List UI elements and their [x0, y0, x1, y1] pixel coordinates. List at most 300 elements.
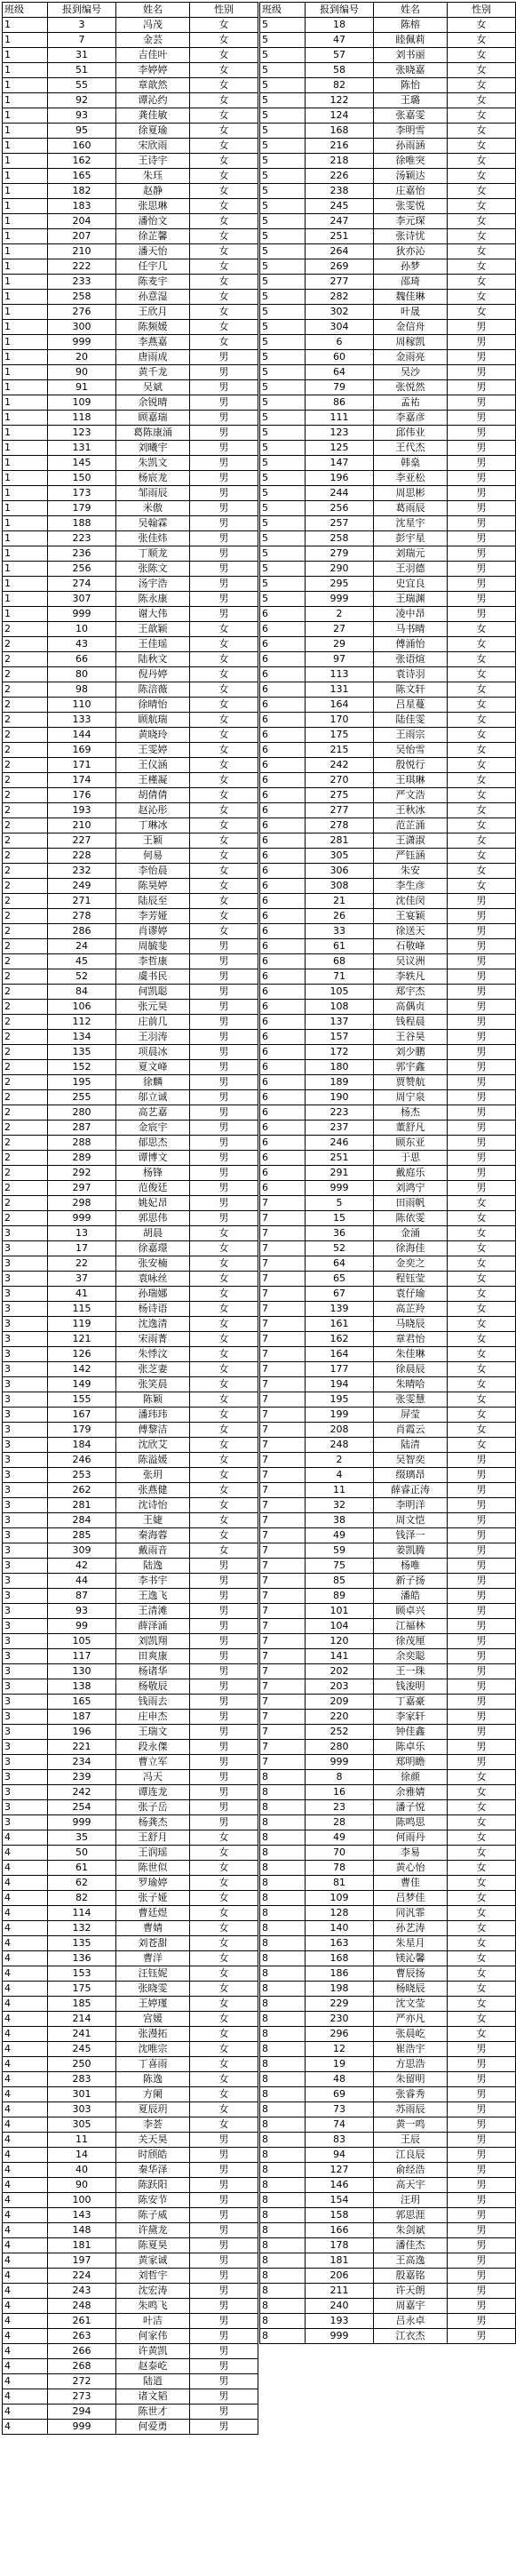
table-row — [260, 1196, 516, 1211]
table-row — [3, 1408, 258, 1423]
cell-gender: 男 — [190, 1695, 258, 1710]
cell-name: 秦华泽 — [116, 2163, 190, 2178]
cell-reg-no: 28 — [306, 1815, 374, 1830]
cell-class: 6 — [260, 879, 306, 894]
cell-name: 张佳炜 — [116, 531, 190, 546]
table-row — [3, 803, 258, 818]
cell-name: 王仪涵 — [116, 758, 190, 773]
cell-reg-no: 68 — [306, 954, 374, 969]
cell-class: 7 — [260, 1725, 306, 1740]
cell-name: 陈鸣思 — [374, 1815, 448, 1830]
cell-reg-no: 111 — [306, 411, 374, 426]
cell-reg-no: 208 — [306, 1423, 374, 1438]
cell-reg-no: 3 — [48, 18, 116, 33]
cell-gender: 女 — [448, 78, 516, 93]
cell-reg-no: 105 — [306, 985, 374, 1000]
cell-name: 何凯聪 — [116, 985, 190, 1000]
cell-gender: 男 — [190, 1574, 258, 1589]
table-row — [260, 2238, 516, 2253]
cell-class: 5 — [260, 244, 306, 259]
table-row — [260, 1619, 516, 1634]
cell-reg-no: 78 — [306, 1861, 374, 1876]
cell-class: 8 — [260, 2072, 306, 2087]
cell-name: 陈文轩 — [374, 682, 448, 698]
cell-class: 5 — [260, 214, 306, 229]
cell-reg-no: 51 — [48, 63, 116, 78]
table-row — [260, 1317, 516, 1332]
cell-gender: 女 — [190, 1272, 258, 1287]
table-row — [3, 78, 258, 93]
cell-name: 张漫拓 — [116, 2027, 190, 2042]
table-row — [260, 2148, 516, 2163]
cell-gender: 男 — [190, 2329, 258, 2344]
cell-class: 6 — [260, 954, 306, 969]
cell-reg-no: 6 — [306, 335, 374, 350]
cell-name: 金信舟 — [374, 320, 448, 335]
cell-name: 张嘉雯 — [374, 108, 448, 124]
cell-name: 虞书民 — [116, 969, 190, 985]
cell-name: 丁琳冰 — [116, 818, 190, 833]
cell-class: 6 — [260, 1030, 306, 1045]
cell-reg-no: 143 — [48, 2208, 116, 2223]
table-row — [3, 1634, 258, 1649]
cell-name: 袁诗羽 — [374, 667, 448, 682]
cell-name: 陈子威 — [116, 2208, 190, 2223]
cell-reg-no: 193 — [48, 803, 116, 818]
cell-reg-no: 123 — [306, 426, 374, 441]
cell-class: 3 — [3, 1800, 48, 1815]
cell-class: 6 — [260, 1000, 306, 1015]
cell-gender: 女 — [190, 2087, 258, 2102]
cell-gender: 男 — [190, 1196, 258, 1211]
cell-name: 汤颖达 — [374, 169, 448, 184]
cell-class: 2 — [3, 924, 48, 939]
cell-name: 王诗宇 — [116, 154, 190, 169]
cell-gender: 女 — [448, 275, 516, 290]
table-row — [3, 471, 258, 486]
table-row — [3, 1574, 258, 1589]
cell-reg-no: 162 — [48, 154, 116, 169]
cell-reg-no: 41 — [48, 1287, 116, 1302]
cell-name: 顾航瑞 — [116, 713, 190, 728]
cell-reg-no: 58 — [306, 63, 374, 78]
table-row — [260, 18, 516, 33]
cell-name: 高芷羚 — [374, 1302, 448, 1317]
cell-name: 金宸宇 — [116, 1121, 190, 1136]
table-row — [260, 1649, 516, 1664]
cell-reg-no: 261 — [48, 2314, 116, 2329]
cell-reg-no: 242 — [306, 758, 374, 773]
cell-class: 5 — [260, 395, 306, 411]
cell-reg-no: 270 — [306, 773, 374, 788]
cell-gender: 女 — [448, 1785, 516, 1800]
cell-name: 金奕之 — [374, 1256, 448, 1272]
cell-name: 范俊廷 — [116, 1181, 190, 1196]
cell-reg-no: 227 — [48, 833, 116, 849]
cell-reg-no: 127 — [306, 2163, 374, 2178]
cell-class: 8 — [260, 2042, 306, 2057]
table-row — [3, 486, 258, 501]
cell-gender: 男 — [448, 607, 516, 622]
table-row — [260, 214, 516, 229]
cell-class: 3 — [3, 1513, 48, 1528]
table-row — [3, 1664, 258, 1679]
cell-class: 5 — [260, 275, 306, 290]
cell-reg-no: 59 — [306, 1543, 374, 1559]
cell-reg-no: 243 — [48, 2284, 116, 2299]
cell-gender: 女 — [190, 803, 258, 818]
cell-class: 2 — [3, 879, 48, 894]
table-row — [260, 380, 516, 395]
cell-class: 3 — [3, 1528, 48, 1543]
cell-reg-no: 999 — [48, 1815, 116, 1830]
cell-name: 杨唯 — [374, 1559, 448, 1574]
cell-reg-no: 155 — [48, 1392, 116, 1408]
cell-class: 8 — [260, 2178, 306, 2193]
cell-gender: 女 — [448, 773, 516, 788]
cell-reg-no: 43 — [48, 637, 116, 652]
cell-name: 陈颖 — [116, 1392, 190, 1408]
cell-class: 7 — [260, 1423, 306, 1438]
cell-name: 刘鸿宁 — [374, 1181, 448, 1196]
cell-class: 5 — [260, 108, 306, 124]
cell-gender: 女 — [448, 728, 516, 743]
table-row — [3, 1589, 258, 1604]
cell-name: 朱鸣飞 — [116, 2299, 190, 2314]
cell-name: 郭思涯 — [374, 2208, 448, 2223]
cell-reg-no: 180 — [306, 1060, 374, 1075]
cell-reg-no: 999 — [306, 592, 374, 607]
cell-class: 1 — [3, 154, 48, 169]
cell-reg-no: 216 — [306, 139, 374, 154]
table-row — [260, 1498, 516, 1513]
cell-gender: 男 — [190, 985, 258, 1000]
table-row — [3, 1362, 258, 1377]
table-row — [3, 290, 258, 305]
cell-class: 5 — [260, 411, 306, 426]
cell-gender: 男 — [190, 1166, 258, 1181]
cell-reg-no: 115 — [48, 1302, 116, 1317]
table-row — [3, 879, 258, 894]
table-row — [3, 1166, 258, 1181]
cell-gender: 女 — [448, 1226, 516, 1241]
cell-gender: 女 — [190, 1982, 258, 1997]
cell-gender: 男 — [448, 1649, 516, 1664]
table-row — [3, 1030, 258, 1045]
table-row — [260, 2299, 516, 2314]
cell-class: 1 — [3, 546, 48, 562]
cell-class: 1 — [3, 199, 48, 214]
cell-reg-no: 168 — [306, 124, 374, 139]
cell-gender: 女 — [190, 139, 258, 154]
cell-reg-no: 210 — [48, 818, 116, 833]
cell-reg-no: 21 — [306, 894, 374, 909]
cell-gender: 女 — [448, 1438, 516, 1453]
cell-reg-no: 290 — [306, 562, 374, 577]
cell-gender: 女 — [190, 1347, 258, 1362]
header-reg-no: 报到编号 — [48, 3, 116, 18]
cell-reg-no: 20 — [48, 350, 116, 365]
table-row — [260, 954, 516, 969]
cell-name: 徐海佳 — [374, 1241, 448, 1256]
cell-class: 6 — [260, 622, 306, 637]
cell-name: 沈文莹 — [374, 1997, 448, 2012]
cell-name: 许黄凯 — [116, 2344, 190, 2359]
cell-name: 缀璃昂 — [374, 1468, 448, 1483]
cell-gender: 女 — [190, 728, 258, 743]
cell-name: 李元琛 — [374, 214, 448, 229]
table-row — [3, 954, 258, 969]
cell-gender: 女 — [448, 1906, 516, 1921]
cell-class: 2 — [3, 818, 48, 833]
cell-reg-no: 141 — [306, 1649, 374, 1664]
cell-class: 8 — [260, 2057, 306, 2072]
cell-name: 王婕 — [116, 1513, 190, 1528]
cell-class: 1 — [3, 93, 48, 108]
table-row — [260, 1241, 516, 1256]
cell-name: 郑宇杰 — [374, 985, 448, 1000]
table-row — [3, 124, 258, 139]
table-row — [3, 1891, 258, 1906]
cell-class: 7 — [260, 1438, 306, 1453]
cell-name: 张语煊 — [374, 652, 448, 667]
table-row — [260, 1800, 516, 1815]
cell-class: 5 — [260, 531, 306, 546]
cell-gender: 女 — [190, 1362, 258, 1377]
cell-reg-no: 24 — [48, 939, 116, 954]
cell-gender: 女 — [448, 244, 516, 259]
cell-class: 4 — [3, 1906, 48, 1921]
cell-name: 徐晨辰 — [374, 1362, 448, 1377]
header-gender: 性别 — [190, 3, 258, 18]
table-row — [3, 441, 258, 456]
table-row — [3, 1045, 258, 1060]
cell-reg-no: 104 — [306, 1619, 374, 1634]
header-gender: 性别 — [448, 3, 516, 18]
cell-class: 1 — [3, 184, 48, 199]
cell-class: 5 — [260, 33, 306, 48]
table-row — [3, 63, 258, 78]
cell-name: 谭博文 — [116, 1151, 190, 1166]
cell-class: 4 — [3, 2027, 48, 2042]
cell-class: 1 — [3, 395, 48, 411]
cell-gender: 女 — [190, 93, 258, 108]
cell-gender: 女 — [190, 682, 258, 698]
table-row — [260, 426, 516, 441]
cell-reg-no: 106 — [48, 1000, 116, 1015]
table-row — [3, 577, 258, 592]
cell-name: 王雯婷 — [116, 743, 190, 758]
table-row — [3, 909, 258, 924]
cell-name: 高艺嘉 — [116, 1105, 190, 1121]
cell-class: 5 — [260, 350, 306, 365]
cell-name: 黄一鸣 — [374, 2117, 448, 2133]
table-row — [260, 275, 516, 290]
table-row — [3, 305, 258, 320]
cell-gender: 女 — [448, 833, 516, 849]
cell-name: 张玥 — [116, 1468, 190, 1483]
cell-gender: 女 — [190, 637, 258, 652]
cell-name: 张晓嘉 — [374, 63, 448, 78]
cell-gender: 女 — [448, 33, 516, 48]
cell-class: 5 — [260, 335, 306, 350]
cell-class: 8 — [260, 2148, 306, 2163]
cell-class: 4 — [3, 1966, 48, 1982]
table-row — [3, 1785, 258, 1800]
cell-class: 8 — [260, 2193, 306, 2208]
cell-name: 丁顺龙 — [116, 546, 190, 562]
table-row — [3, 350, 258, 365]
cell-class: 3 — [3, 1347, 48, 1362]
cell-name: 冯茂 — [116, 18, 190, 33]
cell-class: 3 — [3, 1785, 48, 1800]
cell-gender: 女 — [190, 275, 258, 290]
cell-reg-no: 279 — [306, 546, 374, 562]
cell-name: 姚妃昂 — [116, 1196, 190, 1211]
cell-class: 4 — [3, 2148, 48, 2163]
cell-reg-no: 999 — [48, 335, 116, 350]
cell-class: 2 — [3, 954, 48, 969]
table-row — [3, 320, 258, 335]
cell-gender: 男 — [448, 531, 516, 546]
cell-reg-no: 295 — [306, 577, 374, 592]
cell-class: 1 — [3, 290, 48, 305]
cell-reg-no: 233 — [48, 275, 116, 290]
cell-class: 1 — [3, 320, 48, 335]
cell-reg-no: 221 — [48, 1740, 116, 1755]
cell-class: 4 — [3, 2299, 48, 2314]
cell-gender: 女 — [190, 1287, 258, 1302]
table-row — [260, 939, 516, 954]
cell-class: 6 — [260, 667, 306, 682]
cell-class: 8 — [260, 1785, 306, 1800]
cell-name: 邵琦 — [374, 275, 448, 290]
cell-gender: 女 — [448, 818, 516, 833]
cell-reg-no: 162 — [306, 1332, 374, 1347]
cell-class: 1 — [3, 577, 48, 592]
header-row — [260, 3, 516, 18]
cell-gender: 女 — [448, 1302, 516, 1317]
cell-name: 庄申杰 — [116, 1710, 190, 1725]
cell-class: 4 — [3, 2178, 48, 2193]
cell-gender: 女 — [190, 1543, 258, 1559]
cell-class: 8 — [260, 2117, 306, 2133]
cell-name: 夏辰玥 — [116, 2102, 190, 2117]
cell-reg-no: 92 — [48, 93, 116, 108]
cell-name: 汪钰妮 — [116, 1966, 190, 1982]
cell-gender: 女 — [448, 93, 516, 108]
cell-reg-no: 247 — [306, 214, 374, 229]
table-row — [260, 969, 516, 985]
cell-class: 7 — [260, 1604, 306, 1619]
cell-gender: 男 — [448, 1755, 516, 1770]
cell-reg-no: 85 — [306, 1574, 374, 1589]
table-row — [260, 2193, 516, 2208]
cell-reg-no: 196 — [48, 1725, 116, 1740]
cell-name: 赵静 — [116, 184, 190, 199]
cell-class: 6 — [260, 1090, 306, 1105]
cell-gender: 男 — [448, 411, 516, 426]
cell-gender: 女 — [448, 2027, 516, 2042]
table-row — [3, 1377, 258, 1392]
cell-reg-no: 281 — [306, 833, 374, 849]
cell-reg-no: 197 — [48, 2253, 116, 2269]
cell-reg-no: 172 — [306, 1045, 374, 1060]
cell-reg-no: 281 — [48, 1498, 116, 1513]
cell-gender: 男 — [190, 1815, 258, 1830]
cell-gender: 男 — [448, 2057, 516, 2072]
table-row — [260, 894, 516, 909]
cell-gender: 男 — [448, 2269, 516, 2284]
table-row — [3, 1740, 258, 1755]
cell-gender: 女 — [190, 244, 258, 259]
cell-name: 于思 — [374, 1151, 448, 1166]
table-row — [3, 2253, 258, 2269]
cell-name: 张安楠 — [116, 1256, 190, 1272]
cell-reg-no: 131 — [306, 682, 374, 698]
cell-reg-no: 17 — [48, 1241, 116, 1256]
table-row — [260, 2163, 516, 2178]
cell-class: 8 — [260, 1906, 306, 1921]
cell-name: 张悦然 — [374, 380, 448, 395]
cell-name: 许天朗 — [374, 2284, 448, 2299]
cell-name: 江福林 — [374, 1619, 448, 1634]
cell-name: 潘皓 — [374, 1589, 448, 1604]
cell-class: 8 — [260, 2223, 306, 2238]
cell-name: 庄嘉怡 — [374, 184, 448, 199]
cell-class: 1 — [3, 18, 48, 33]
cell-gender: 女 — [190, 1302, 258, 1317]
cell-gender: 男 — [448, 939, 516, 954]
cell-class: 7 — [260, 1695, 306, 1710]
cell-name: 丁嘉豪 — [374, 1695, 448, 1710]
table-row — [3, 259, 258, 275]
cell-reg-no: 136 — [48, 1951, 116, 1966]
cell-gender: 男 — [190, 1589, 258, 1604]
cell-class: 2 — [3, 849, 48, 864]
cell-gender: 男 — [448, 1166, 516, 1181]
table-row — [260, 2042, 516, 2057]
cell-gender: 女 — [448, 199, 516, 214]
cell-class: 6 — [260, 1136, 306, 1151]
cell-gender: 女 — [190, 78, 258, 93]
cell-class: 3 — [3, 1589, 48, 1604]
cell-name: 陈夏昊 — [116, 2238, 190, 2253]
cell-reg-no: 60 — [306, 350, 374, 365]
table-row — [3, 1951, 258, 1966]
cell-gender: 女 — [448, 184, 516, 199]
cell-name: 朱悸汶 — [116, 1347, 190, 1362]
cell-class: 7 — [260, 1392, 306, 1408]
table-row — [3, 1121, 258, 1136]
cell-gender: 女 — [448, 1377, 516, 1392]
cell-reg-no: 83 — [306, 2133, 374, 2148]
cell-gender: 女 — [448, 1800, 516, 1815]
cell-class: 8 — [260, 1936, 306, 1951]
cell-name: 曹立军 — [116, 1755, 190, 1770]
cell-name: 陆逍 — [116, 2374, 190, 2389]
table-row — [260, 879, 516, 894]
cell-reg-no: 113 — [306, 667, 374, 682]
cell-gender: 女 — [448, 788, 516, 803]
cell-gender: 男 — [190, 1634, 258, 1649]
cell-reg-no: 245 — [48, 2042, 116, 2057]
table-row — [260, 305, 516, 320]
cell-name: 丁喜雨 — [116, 2057, 190, 2072]
cell-class: 5 — [260, 562, 306, 577]
cell-name: 周文恺 — [374, 1513, 448, 1528]
cell-class: 5 — [260, 456, 306, 471]
